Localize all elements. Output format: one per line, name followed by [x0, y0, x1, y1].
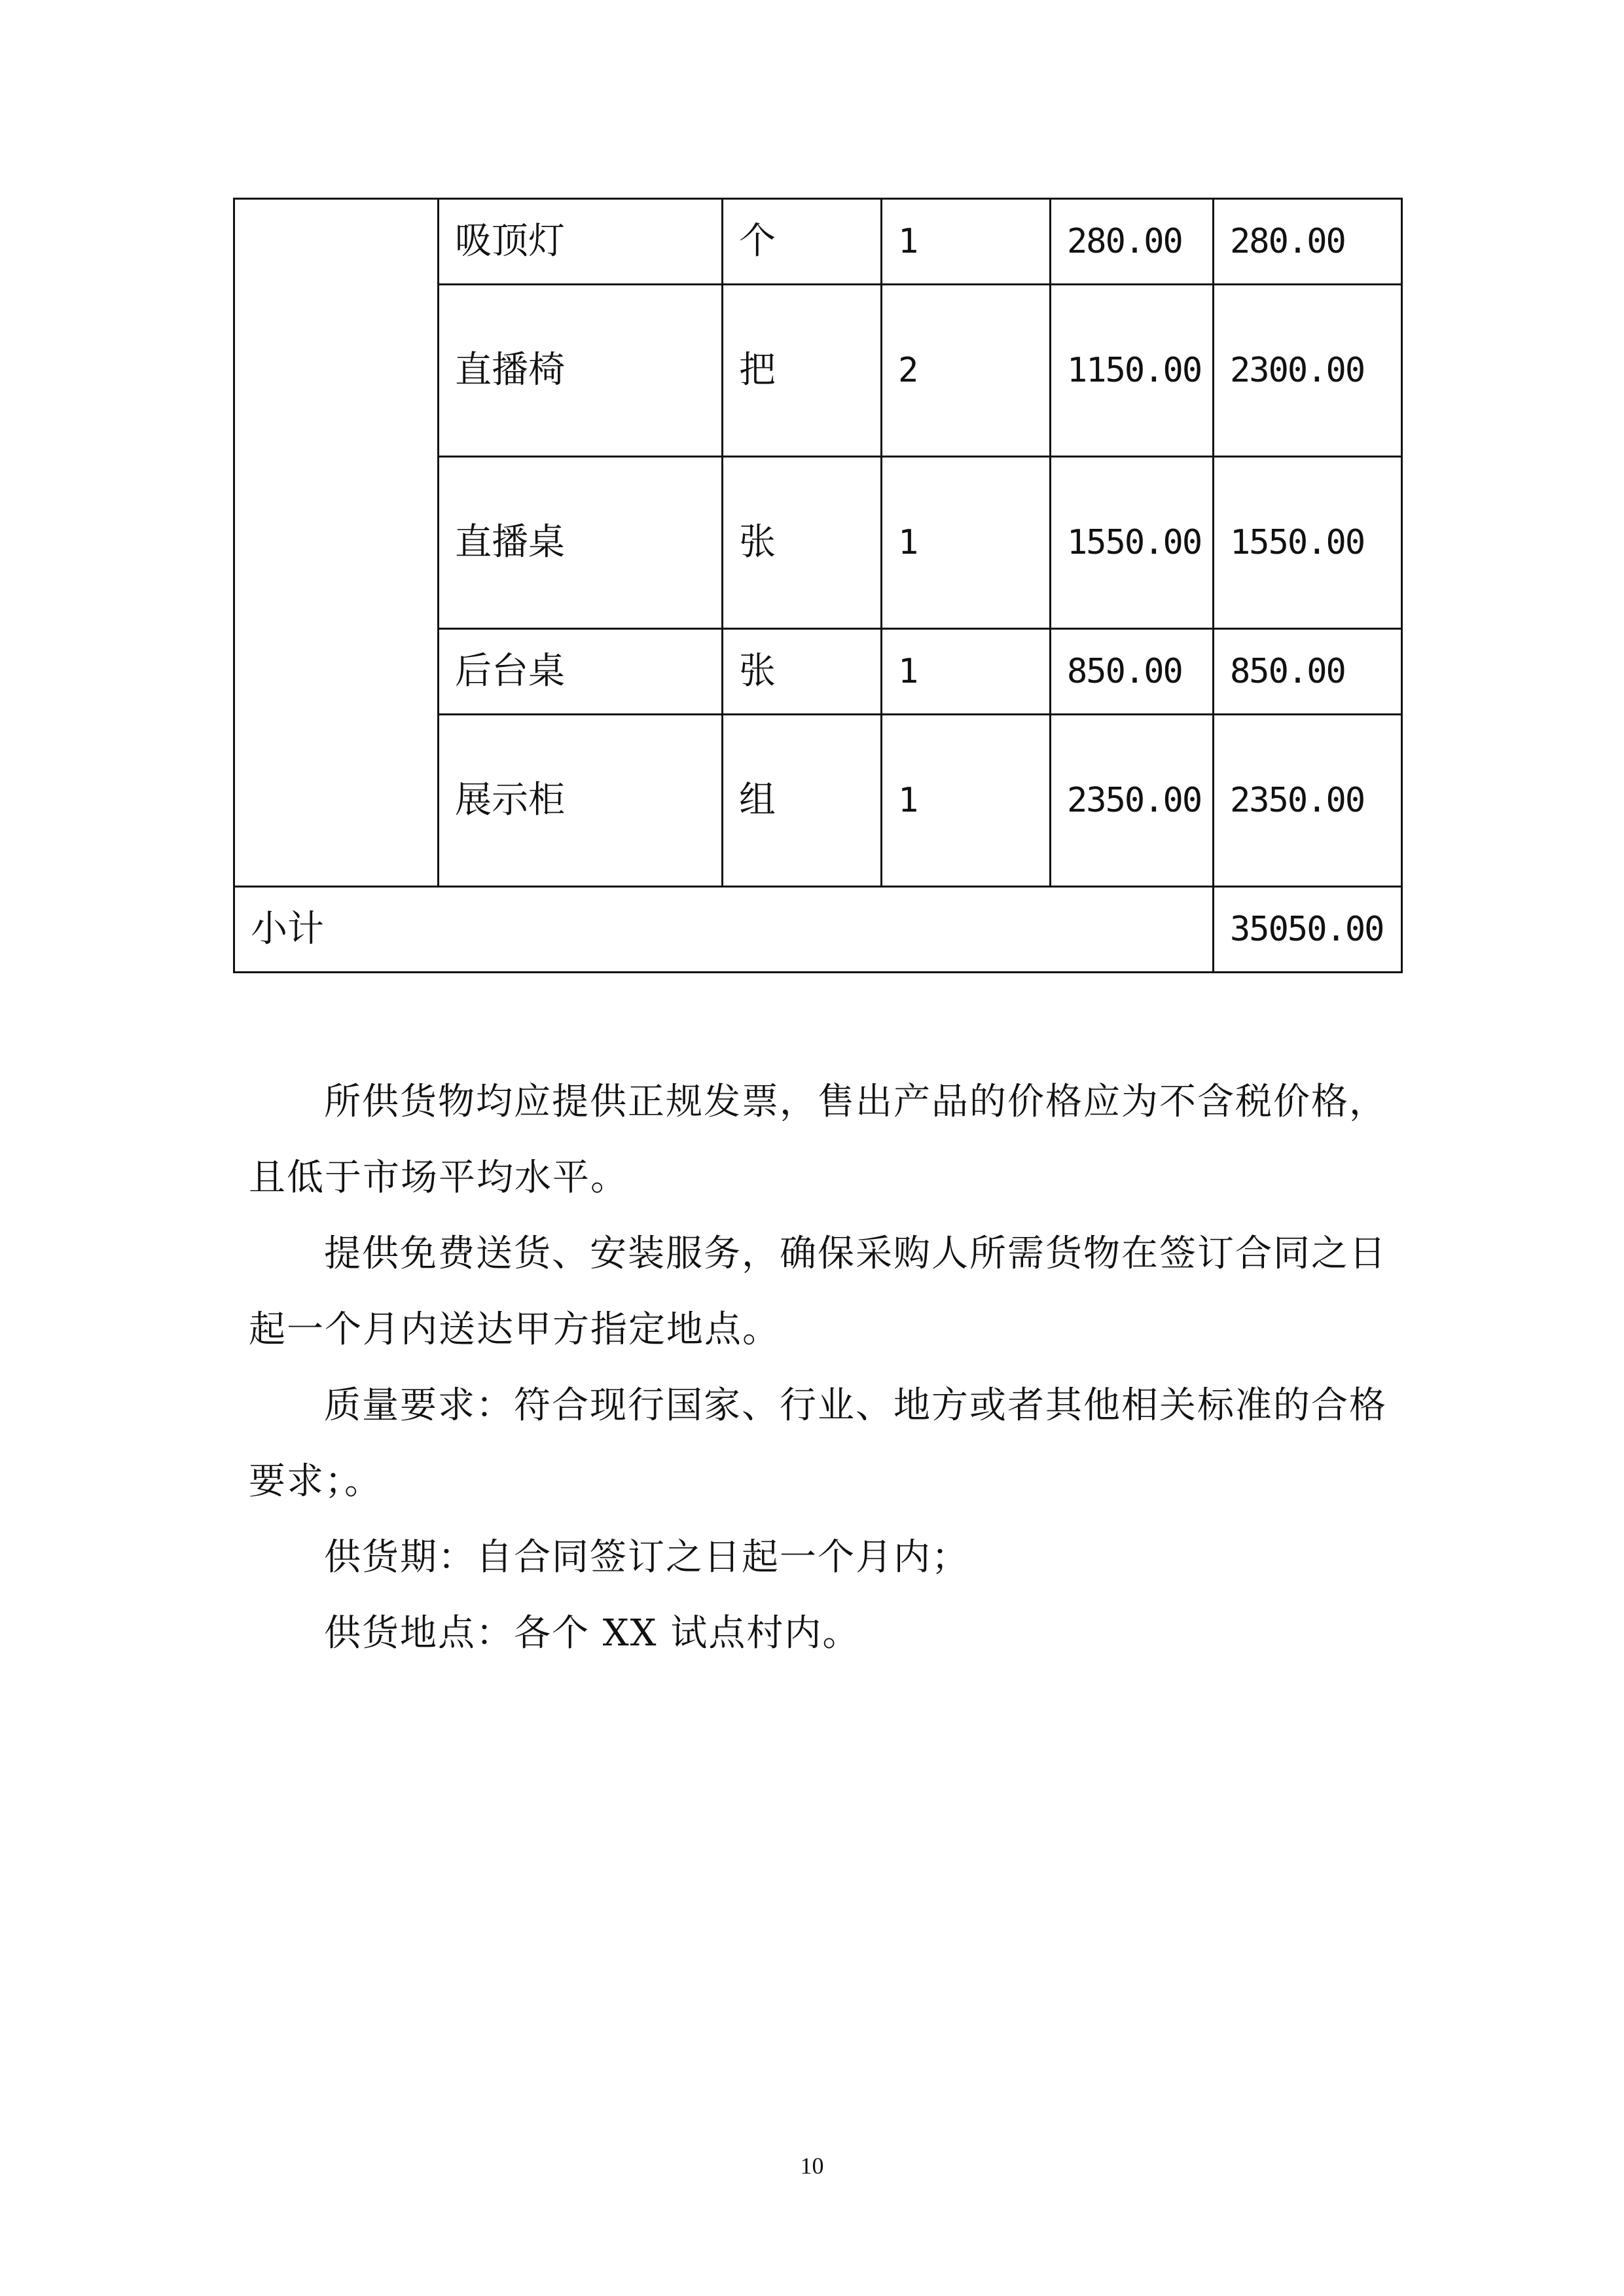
unit-cell: 张 — [723, 629, 882, 715]
unit-cell: 把 — [723, 285, 882, 457]
line-total-cell: 2300.00 — [1214, 285, 1402, 457]
quantity-cell: 1 — [882, 199, 1051, 285]
item-name-cell: 直播桌 — [439, 457, 723, 629]
quantity-cell: 1 — [882, 457, 1051, 629]
subtotal-label: 小计 — [234, 887, 1214, 973]
unit-price-cell: 1150.00 — [1051, 285, 1214, 457]
quantity-cell: 1 — [882, 715, 1051, 887]
item-name-cell: 后台桌 — [439, 629, 723, 715]
category-cell — [234, 199, 439, 887]
price-table — [233, 198, 1403, 973]
unit-price-cell: 1550.00 — [1051, 457, 1214, 629]
item-name-cell: 直播椅 — [439, 285, 723, 457]
paragraph-supply-period: 供货期：自合同签订之日起一个月内； — [324, 1536, 969, 1579]
line-total-cell: 280.00 — [1214, 199, 1402, 285]
item-name-cell: 吸顶灯 — [439, 199, 723, 285]
unit-cell: 个 — [723, 199, 882, 285]
unit-price-cell: 280.00 — [1051, 199, 1214, 285]
unit-price-cell: 2350.00 — [1051, 715, 1214, 887]
quantity-cell: 1 — [882, 629, 1051, 715]
page-number: 10 — [800, 2153, 824, 2179]
table-row — [234, 199, 1402, 285]
line-total-cell: 2350.00 — [1214, 715, 1402, 887]
paragraph-invoice-pricing: 所供货物均应提供正规发票，售出产品的价格应为不含税价格，且低于市场平均水平。 — [249, 1081, 1387, 1199]
unit-cell: 张 — [723, 457, 882, 629]
paragraph-supply-location: 供货地点：各个 XX 试点村内。 — [324, 1612, 861, 1655]
unit-cell: 组 — [723, 715, 882, 887]
subtotal-row — [234, 887, 1402, 973]
unit-price-cell: 850.00 — [1051, 629, 1214, 715]
paragraph-delivery-service: 提供免费送货、安装服务，确保采购人所需货物在签订合同之日起一个月内送达甲方指定地点。 — [249, 1232, 1387, 1351]
item-name-cell: 展示柜 — [439, 715, 723, 887]
paragraph-quality-requirements: 质量要求：符合现行国家、行业、地方或者其他相关标准的合格要求；。 — [249, 1384, 1387, 1503]
line-total-cell: 1550.00 — [1214, 457, 1402, 629]
line-total-cell: 850.00 — [1214, 629, 1402, 715]
subtotal-value: 35050.00 — [1214, 887, 1402, 973]
quantity-cell: 2 — [882, 285, 1051, 457]
